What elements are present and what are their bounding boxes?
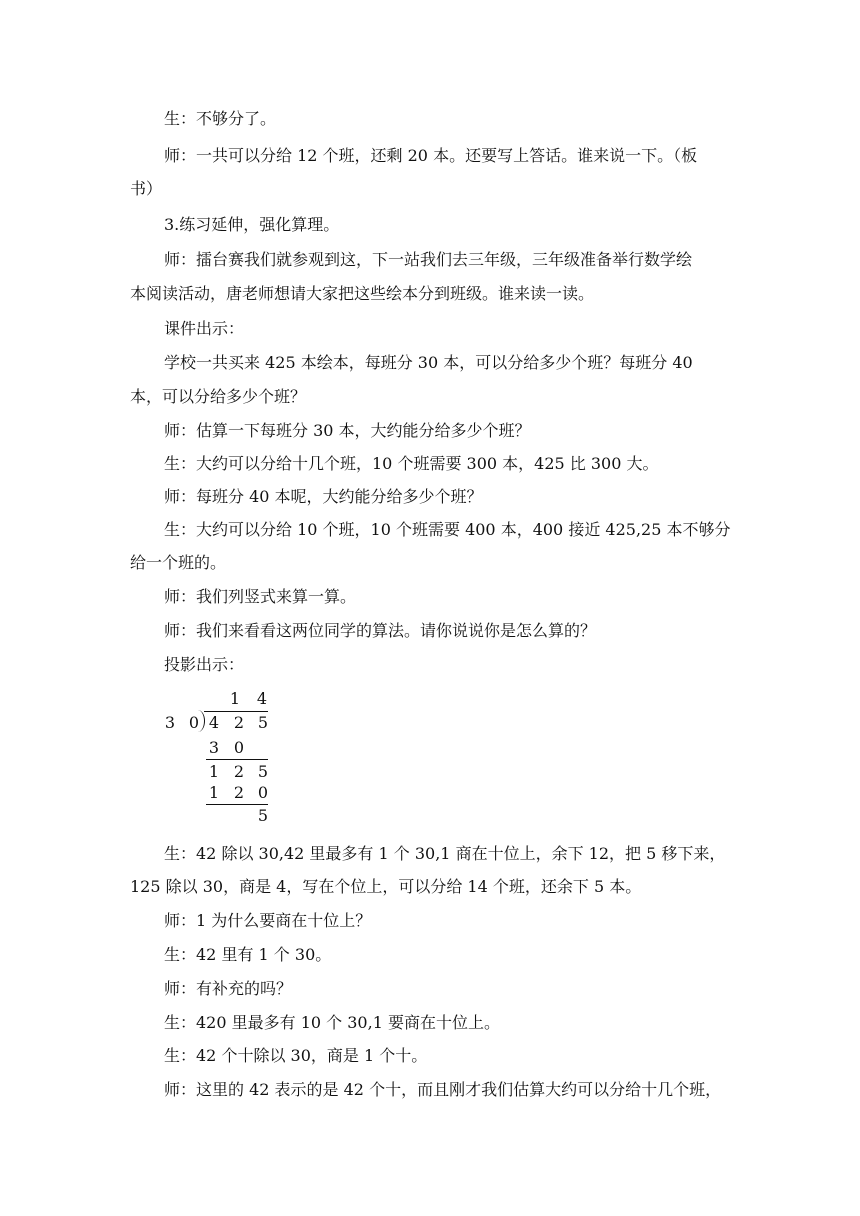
paragraph: 学校一共买来 425 本绘本，每班分 30 本，可以分给多少个班？每班分 40 [164,353,693,372]
paragraph: 师：一共可以分给 12 个班，还剩 20 本。还要写上答话。谁来说一下。（板 [164,146,698,165]
product-digit: 3 [208,738,220,757]
paragraph: 生：大约可以分给 10 个班，10 个班需要 400 本，400 接近 425,25 本不够分 [164,520,731,539]
partial-dividend-digit: 1 [208,762,220,781]
section-heading: 3.练习延伸，强化算理。 [164,215,340,234]
division-bar [204,711,268,712]
subtraction-line [206,759,268,760]
product-digit: 1 [208,783,220,802]
paragraph: 师：我们来看看这两位同学的算法。请你说说你是怎么算的？ [164,621,597,640]
paragraph: 师：我们列竖式来算一算。 [164,587,357,606]
remainder-digit: 5 [257,806,269,825]
paragraph: 生：42 里有 1 个 30。 [164,945,332,964]
subtraction-line [206,804,268,805]
paragraph: 生：420 里最多有 10 个 30,1 要商在十位上。 [164,1013,500,1032]
divisor-digit: 0 [188,713,200,732]
product-digit: 0 [257,783,269,802]
paragraph: 给一个班的。 [130,553,227,572]
dividend-digit: 2 [233,713,245,732]
dividend-digit: 4 [208,713,220,732]
quotient-digit: 4 [256,689,268,708]
paragraph: 生：42 个十除以 30，商是 1 个十。 [164,1046,428,1065]
quotient-digit: 1 [229,689,241,708]
paragraph: 课件出示： [164,319,245,338]
partial-dividend-digit: 5 [257,762,269,781]
paragraph: 生：42 除以 30,42 里最多有 1 个 30,1 商在十位上，余下 12，把 5 移下来， [164,844,726,863]
partial-dividend-digit: 2 [233,762,245,781]
paragraph: 投影出示： [164,655,245,674]
division-bracket [196,710,205,732]
paragraph: 师：1 为什么要商在十位上？ [164,911,372,930]
product-digit: 0 [233,738,245,757]
paragraph: 师：这里的 42 表示的是 42 个十，而且刚才我们估算大约可以分给十几个班， [164,1080,722,1099]
dividend-digit: 5 [257,713,269,732]
paragraph: 师：有补充的吗？ [164,979,293,998]
paragraph: 本，可以分给多少个班？ [130,387,307,406]
paragraph: 师：擂台赛我们就参观到这，下一站我们去三年级，三年级准备举行数学绘 [164,250,693,269]
paragraph: 师：每班分 40 本呢，大约能分给多少个班？ [164,487,483,506]
product-digit: 2 [233,783,245,802]
paragraph: 生：不够分了。 [164,109,277,128]
paragraph: 生：大约可以分给十几个班，10 个班需要 300 本，425 比 300 大。 [164,454,659,473]
paragraph: 125 除以 30，商是 4，写在个位上，可以分给 14 个班，还余下 5 本。 [130,877,642,896]
paragraph: 师：估算一下每班分 30 本，大约能分给多少个班？ [164,421,531,440]
paragraph: 本阅读活动，唐老师想请大家把这些绘本分到班级。谁来读一读。 [130,284,595,303]
paragraph: 书） [130,179,163,198]
divisor-digit: 3 [164,713,176,732]
